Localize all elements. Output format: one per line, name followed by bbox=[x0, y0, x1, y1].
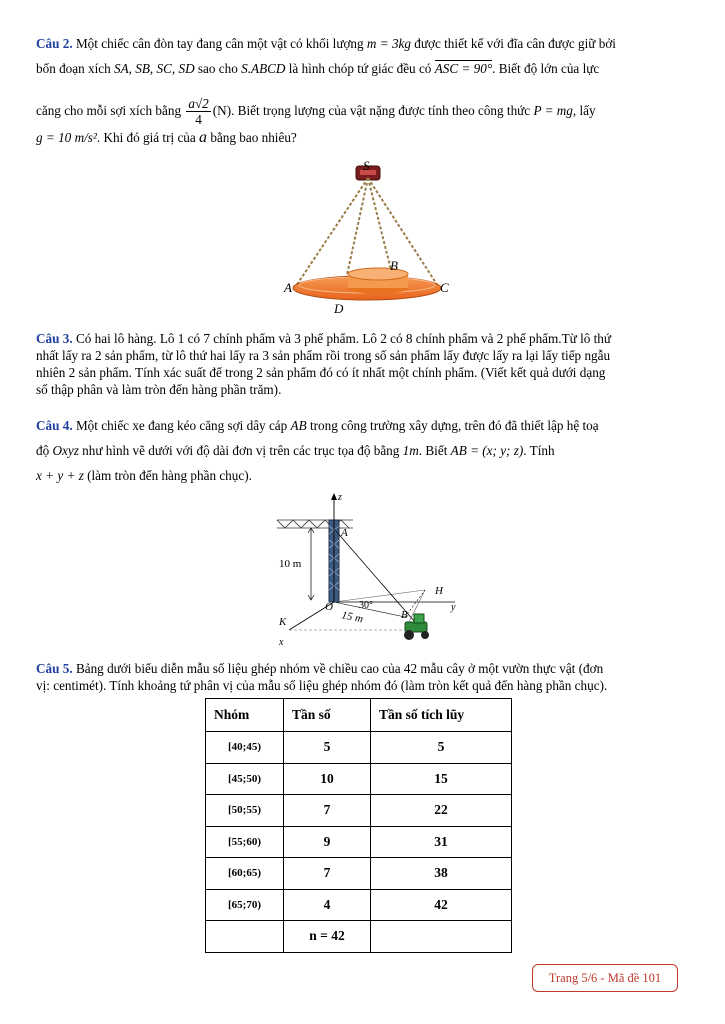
label-k: K bbox=[279, 616, 287, 628]
table-header-row bbox=[206, 699, 512, 732]
fraction: $\frac{a√2}{4}$ bbox=[188, 96, 209, 128]
question-2: Câu 2. Một chiếc cân đòn tay đang cân một vật có khối lượng m = 3kg được thiết kế với đĩa cân được giữ bởi bốn đoạn xích SA, SB, SC, SD sao cho S.ABCD là hình chóp tứ giác đều có ASC = 90°. Biết độ lớn của lực căng cho mỗi sợi xích bằng $\frac{a√2}{4}$ (N). Biết trọng lượng của vật nặng được tính theo công thức P = mg, lấy g = 10 m/s². Khi đó giá trị của a bằng bao nhiêu? bbox=[36, 36, 616, 146]
label-c: C bbox=[440, 280, 449, 295]
question-4: Câu 4. Một chiếc xe đang kéo căng sợi dây cáp AB trong công trường xây dựng, trên đó đã thiết lập hệ toạ độ Oxyz như hình vẽ dưới với độ dài đơn vị trên các trục tọa độ bằng 1m. Biết AB = (x; y; z). Tính x + y + z (làm tròn đến hàng phần chục). bbox=[36, 418, 599, 483]
label-y: y bbox=[451, 602, 456, 613]
label-h: H bbox=[435, 585, 443, 597]
question-5: Câu 5. Bảng dưới biểu diễn mẫu số liệu ghép nhóm về chiều cao của 42 mẫu cây ở một vườn thực vật (đơn vị: centimét). Tính khoảng tứ phân vị của mẫu số liệu ghép nhóm đó (làm tròn kết quả đến hàng phần chục). bbox=[36, 661, 608, 693]
header-frequency: Tần số bbox=[284, 699, 371, 732]
table-row: [40;45) 5 5 bbox=[206, 732, 512, 764]
table-row: [60;65) 7 38 bbox=[206, 858, 512, 890]
label-s: S bbox=[363, 158, 370, 173]
header-group: Nhóm bbox=[206, 699, 284, 732]
label-o: O bbox=[325, 601, 333, 613]
scale-figure bbox=[270, 158, 460, 318]
frequency-table bbox=[205, 698, 512, 953]
label-d: D bbox=[334, 301, 344, 316]
chain-sb bbox=[368, 178, 392, 274]
page-footer: Trang 5/6 - Mã đề 101 bbox=[532, 964, 678, 992]
table-total-row bbox=[206, 921, 512, 953]
total-count: n = 42 bbox=[284, 921, 371, 953]
crane-figure bbox=[275, 490, 470, 650]
question-3: Câu 3. Có hai lô hàng. Lô 1 có 7 chính phẩm và 3 phế phẩm. Lô 2 có 8 chính phẩm và 2 phế phẩm.Từ lô thứ nhất lấy ra 2 sản phẩm, từ lô thứ hai lấy ra 3 sản phẩm rồi trong số sản phẩm lấy được lấy ra lại lấy tiếp ngẫu nhiên 2 sản phẩm. Tính xác suất để trong 2 sản phẩm đó có ít nhất một chính phẩm. (Viết kết quả dưới dạng số thập phân và làm tròn đến hàng phần trăm). bbox=[36, 331, 612, 397]
header-cumulative: Tần số tích lũy bbox=[371, 699, 512, 732]
label-b-point: B bbox=[401, 609, 408, 621]
table-row: [45;50) 10 15 bbox=[206, 763, 512, 795]
question-4-label: Câu 4. bbox=[36, 418, 73, 433]
label-angle: 30° bbox=[359, 600, 373, 611]
question-2-label: Câu 2. bbox=[36, 36, 73, 51]
label-b: B bbox=[390, 258, 398, 273]
label-a-point: A bbox=[341, 527, 348, 539]
tractor-icon bbox=[404, 614, 429, 640]
table-row: [50;55) 7 22 bbox=[206, 795, 512, 827]
question-3-label: Câu 3. bbox=[36, 331, 73, 346]
table-row: [65;70) 4 42 bbox=[206, 889, 512, 921]
label-distance: 15 m bbox=[340, 609, 365, 626]
table-row: [55;60) 9 31 bbox=[206, 826, 512, 858]
label-z: z bbox=[338, 492, 342, 503]
label-x: x bbox=[279, 637, 284, 648]
label-a: A bbox=[284, 280, 292, 295]
question-5-label: Câu 5. bbox=[36, 661, 73, 676]
label-height: 10 m bbox=[279, 558, 302, 570]
